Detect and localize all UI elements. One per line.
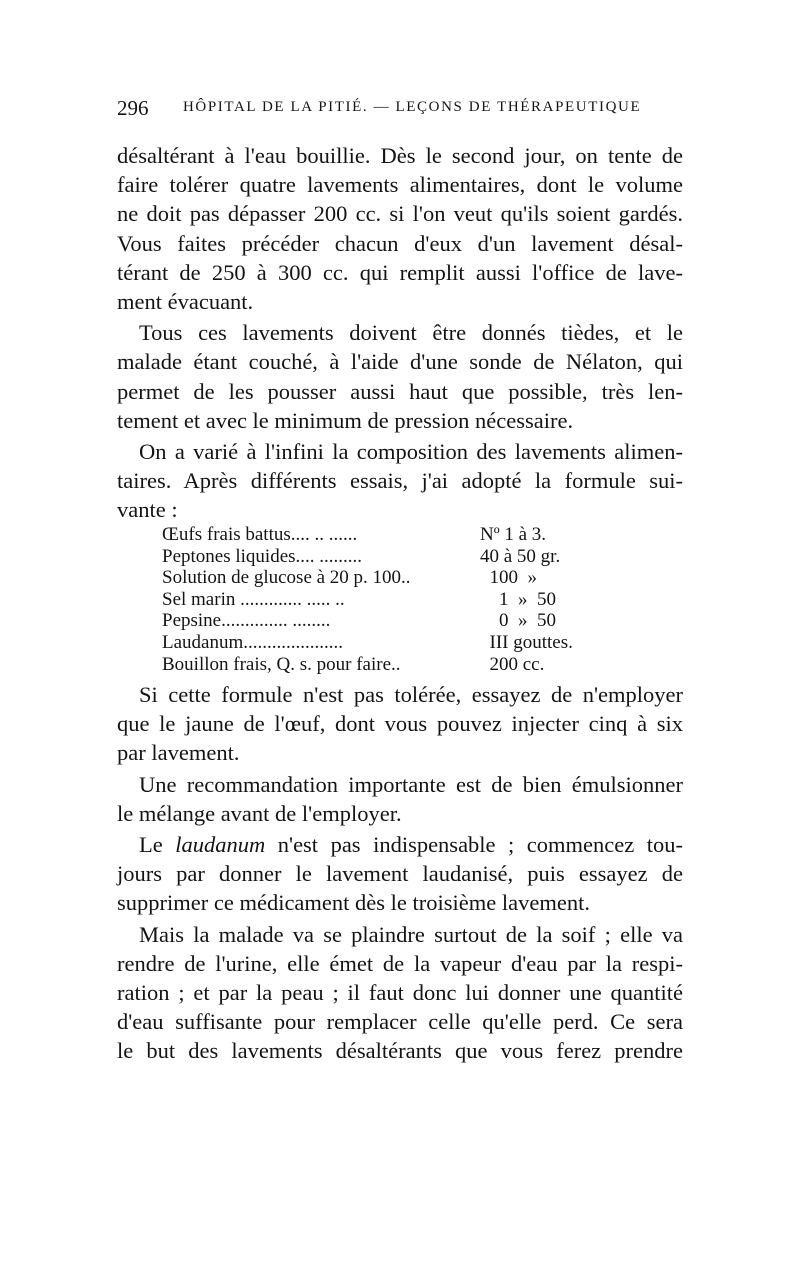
text-line: ration ; et par la peau ; il faut donc lui donner une quantité <box>117 980 683 1006</box>
text-line: ment évacuant. <box>117 289 254 315</box>
text-fragment: Le <box>139 832 176 858</box>
recipe-row <box>162 654 642 676</box>
recipe-ingredient: Œufs frais battus.... .. ...... <box>162 524 358 545</box>
recipe-row <box>162 524 642 546</box>
paragraph <box>117 770 683 828</box>
recipe-quantity: 40 à 50 gr. <box>480 545 561 567</box>
recipe-quantity: 100 » <box>480 567 537 589</box>
text-line: Une recommandation importante est de bien émulsionner <box>139 771 683 797</box>
paragraph <box>117 830 683 918</box>
recipe-quantity: 200 cc. <box>480 653 545 675</box>
recipe-quantity: Nº 1 à 3. <box>480 524 547 545</box>
recipe-ingredient: Pepsine.............. ........ <box>162 610 331 632</box>
text-line: On a varié à l'infini la composition des lavements alimen- <box>139 439 683 465</box>
page-header <box>117 96 683 126</box>
body-text-top <box>117 141 683 525</box>
text-fragment: n'est pas indispensable ; commencez tou- <box>265 832 684 858</box>
text-line: faire tolérer quatre lavements alimentaires, dont le volume <box>117 172 683 198</box>
text-line: térant de 250 à 300 cc. qui remplit aussi l'office de lave- <box>117 259 683 285</box>
text-line: Mais la malade va se plaindre surtout de la soif ; elle va <box>139 921 683 947</box>
recipe-ingredient: Sel marin ............. ..... .. <box>162 588 345 610</box>
text-line: vante : <box>117 497 178 523</box>
recipe-ingredient: Laudanum..................... <box>162 631 344 653</box>
paragraph <box>117 141 683 316</box>
paragraph <box>117 437 683 525</box>
page-number: 296 <box>117 96 149 120</box>
recipe-row <box>162 567 642 589</box>
emphasized-word: laudanum <box>175 832 266 858</box>
text-line: le but des lavements désaltérants que vous ferez prendre <box>117 1038 683 1064</box>
text-line: jours par donner le lavement laudanisé, puis essayez de <box>117 861 683 887</box>
text-line: taires. Après différents essais, j'ai adopté la formule sui- <box>117 468 683 494</box>
text-line: ne doit pas dépasser 200 cc. si l'on veut qu'ils soient gardés. <box>117 201 683 227</box>
text-line: Si cette formule n'est pas tolérée, essayez de n'employer <box>139 682 683 707</box>
text-line: que le jaune de l'œuf, dont vous pouvez injecter cinq à six <box>117 711 683 737</box>
recipe-row <box>162 589 642 611</box>
paragraph <box>117 680 683 768</box>
recipe-ingredient: Peptones liquides.... ......... <box>162 545 363 567</box>
text-line: d'eau suffisante pour remplacer celle qu'elle perd. Ce sera <box>117 1009 683 1035</box>
text-line: tement et avec le minimum de pression nécessaire. <box>117 407 574 433</box>
recipe-row <box>162 546 642 568</box>
text-line: Tous ces lavements doivent être donnés tièdes, et le <box>139 320 683 346</box>
text-line: supprimer ce médicament dès le troisième lavement. <box>117 890 590 916</box>
body-text-bottom <box>117 680 683 1066</box>
running-title: HÔPITAL DE LA PITIÉ. — LEÇONS DE THÉRAPEUTIQUE <box>183 99 642 115</box>
paragraph <box>117 920 683 1066</box>
text-line: désaltérant à l'eau bouillie. Dès le second jour, on tente de <box>117 143 683 168</box>
text-line: malade étant couché, à l'aide d'une sonde de Nélaton, qui <box>117 349 683 375</box>
recipe-formula <box>162 524 642 675</box>
paragraph <box>117 318 683 435</box>
text-line: le mélange avant de l'employer. <box>117 800 402 826</box>
recipe-ingredient: Solution de glucose à 20 p. 100.. <box>162 567 411 589</box>
text-line: par lavement. <box>117 740 240 766</box>
recipe-row <box>162 610 642 632</box>
recipe-quantity: 1 » 50 <box>480 588 556 610</box>
text-line: Vous faites précéder chacun d'eux d'un lavement désal- <box>117 230 683 256</box>
text-line: permet de les pousser aussi haut que possible, très len- <box>117 378 683 404</box>
recipe-ingredient: Bouillon frais, Q. s. pour faire.. <box>162 653 401 675</box>
recipe-row <box>162 632 642 654</box>
recipe-quantity: III gouttes. <box>480 631 573 653</box>
recipe-quantity: 0 » 50 <box>480 610 556 632</box>
text-line: rendre de l'urine, elle émet de la vapeur d'eau par la respi- <box>117 950 683 976</box>
text-line <box>117 830 683 859</box>
